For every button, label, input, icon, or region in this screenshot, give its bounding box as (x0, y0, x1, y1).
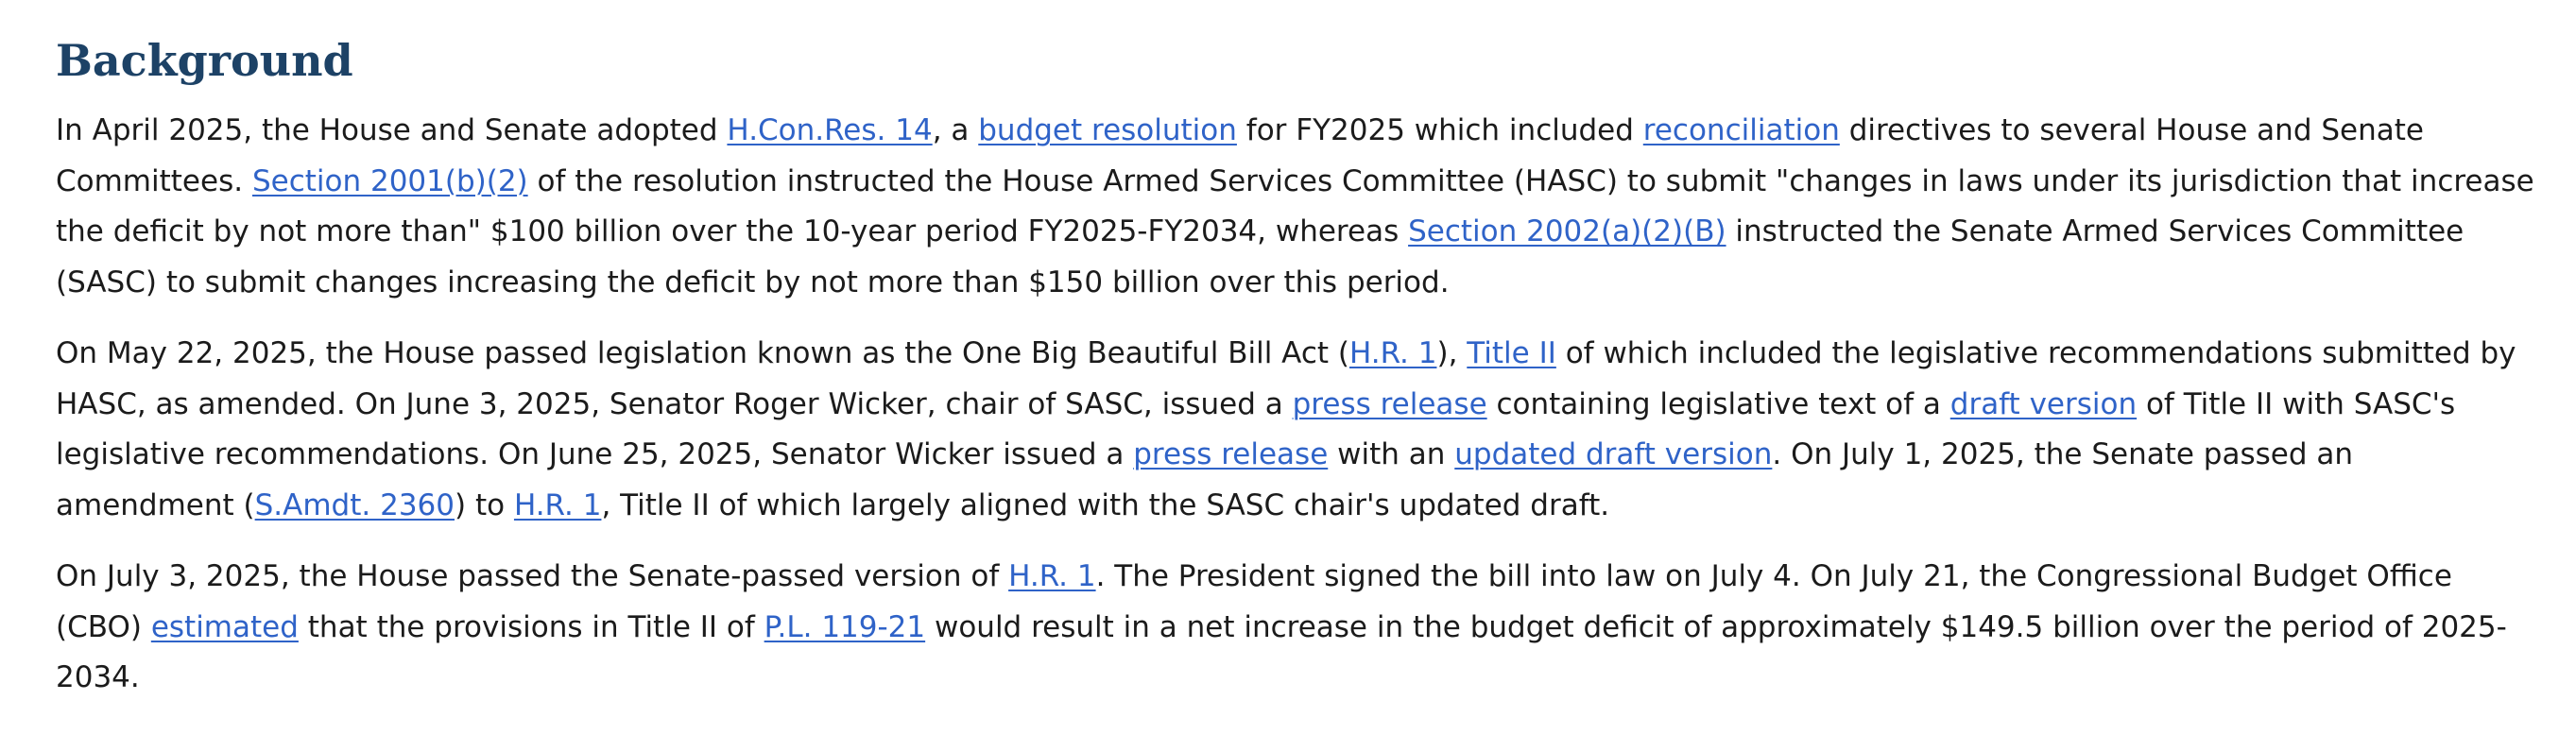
text-line (56, 653, 2569, 704)
body-text: of Title II with SASC's (2137, 386, 2456, 421)
text-line (56, 481, 2569, 532)
body-text: instructed the Senate Armed Services Committee (1726, 214, 2464, 248)
paragraph (56, 552, 2569, 704)
body-text: . On July 1, 2025, the Senate passed an (1772, 437, 2354, 471)
inline-link[interactable]: budget resolution (978, 113, 1237, 147)
body-text: ), (1436, 336, 1468, 370)
paragraph (56, 329, 2569, 531)
inline-link[interactable]: H.R. 1 (513, 487, 602, 522)
body-text: that the provisions in Title II of (298, 609, 764, 644)
inline-link[interactable]: H.Con.Res. 14 (727, 113, 933, 147)
text-line (56, 258, 2569, 309)
body-text: , Title II of which largely aligned with the SASC chair's updated draft. (601, 487, 1610, 522)
text-line (56, 603, 2569, 654)
text-line (56, 106, 2569, 157)
body-text: , a (932, 113, 979, 147)
body-text: amendment ( (56, 487, 255, 522)
body-text: for FY2025 which included (1236, 113, 1643, 147)
text-line (56, 380, 2569, 431)
text-line (56, 552, 2569, 603)
body-text: . The President signed the bill into law on July 4. On July 21, the Congressional Budget Office (1095, 559, 2452, 593)
body-text: would result in a net increase in the budget deficit of approximately $149.5 billion over the period of 2025- (925, 609, 2507, 644)
body-text: directives to several House and Senate (1839, 113, 2424, 147)
body-text: On May 22, 2025, the House passed legislation known as the One Big Beautiful Bill Act ( (56, 336, 1349, 370)
body-text: ) to (455, 487, 514, 522)
inline-link[interactable]: Section 2002(a)(2)(B) (1408, 214, 1726, 248)
body-text: containing legislative text of a (1486, 386, 1950, 421)
body-text: Committees. (56, 163, 252, 198)
inline-link[interactable]: updated draft version (1454, 437, 1773, 471)
section-body (56, 106, 2576, 704)
body-text: of which included the legislative recommendations submitted by (1555, 336, 2516, 370)
body-text: On July 3, 2025, the House passed the Senate-passed version of (56, 559, 1009, 593)
inline-link[interactable]: press release (1133, 437, 1329, 471)
inline-link[interactable]: H.R. 1 (1008, 559, 1096, 593)
body-text: of the resolution instructed the House Armed Services Committee (HASC) to submit "changes in laws under its jurisdiction that increase (527, 163, 2534, 198)
section-heading: Background (56, 35, 353, 86)
inline-link[interactable]: estimated (150, 609, 299, 644)
text-line (56, 207, 2569, 258)
inline-link[interactable]: Title II (1467, 336, 1556, 370)
body-text: (SASC) to submit changes increasing the deficit by not more than $150 billion over this period. (56, 265, 1450, 299)
paragraph (56, 106, 2569, 308)
inline-link[interactable]: press release (1292, 386, 1487, 421)
inline-link[interactable]: Section 2001(b)(2) (251, 163, 528, 198)
body-text: legislative recommendations. On June 25, 2025, Senator Wicker issued a (56, 437, 1134, 471)
inline-link[interactable]: P.L. 119-21 (764, 609, 926, 644)
body-text: (CBO) (56, 609, 151, 644)
inline-link[interactable]: draft version (1949, 386, 2138, 421)
body-text: the deficit by not more than" $100 billion over the 10-year period FY2025-FY2034, whereas (56, 214, 1409, 248)
body-text: with an (1328, 437, 1455, 471)
text-line (56, 157, 2569, 208)
inline-link[interactable]: S.Amdt. 2360 (254, 487, 455, 522)
inline-link[interactable]: H.R. 1 (1348, 336, 1437, 370)
body-text: HASC, as amended. On June 3, 2025, Senator Roger Wicker, chair of SASC, issued a (56, 386, 1293, 421)
text-line (56, 430, 2569, 481)
body-text: In April 2025, the House and Senate adopted (56, 113, 728, 147)
inline-link[interactable]: reconciliation (1642, 113, 1840, 147)
body-text: 2034. (56, 660, 140, 694)
text-line (56, 329, 2569, 380)
